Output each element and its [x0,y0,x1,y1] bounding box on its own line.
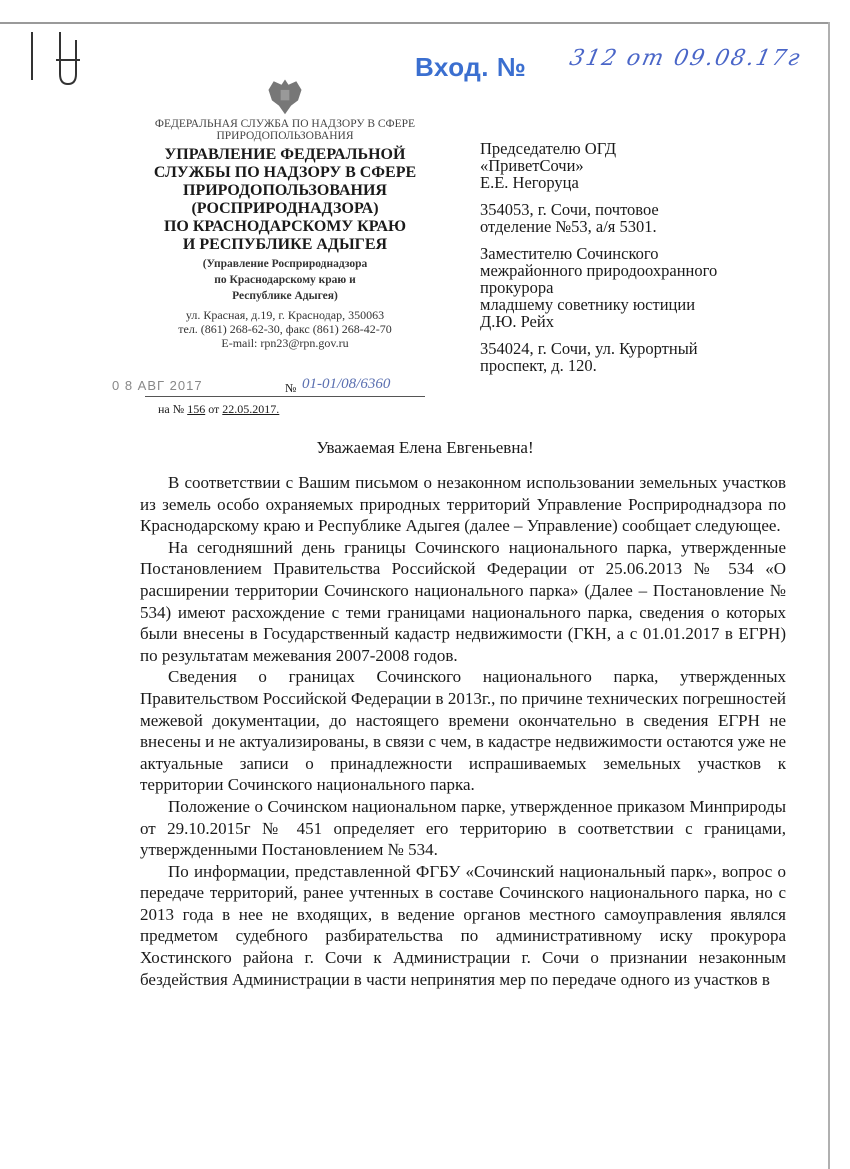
recipient-line: 354024, г. Сочи, ул. Курортный [480,339,698,358]
org-short-line: Республике Адыгея) [232,290,338,302]
paragraph: Сведения о границах Сочинского национального парка, утвержденных Правительством Российской Федерации в 2013г., по причине технических погрешностей межевой документации, до настоящего времени окончательно в сведения ЕГРН не внесены и не актуализированы, в связи с чем, в кадастре недвижимости остаются уже не актуальные записи о принадлежности испрашиваемых земельных участков к территории Сочинского национального парка. [140,667,786,795]
org-name [130,146,440,254]
salutation: Уважаемая Елена Евгеньевна! [316,438,534,457]
scan-edge [828,22,830,1169]
recipient-line: 354053, г. Сочи, почтовое [480,200,659,219]
sender-letterhead [130,76,440,350]
coat-of-arms-icon [263,76,307,116]
sender-address: ул. Красная, д.19, г. Краснодар, 350063 [185,308,385,322]
agency-name: ФЕДЕРАЛЬНАЯ СЛУЖБА ПО НАДЗОРУ В СФЕРЕ ПРИРОДОПОЛЬЗОВАНИЯ [154,118,416,142]
registration-number: 01-01/08/6360 [302,376,391,392]
org-line: И РЕСПУБЛИКЕ АДЫГЕЯ [182,236,388,253]
org-line: УПРАВЛЕНИЕ ФЕДЕРАЛЬНОЙ [164,146,406,163]
incoming-stamp: Вход. № [415,52,527,82]
recipient-line: отделение №53, а/я 5301. [480,217,657,236]
org-line: ПО КРАСНОДАРСКОМУ КРАЮ [163,218,407,235]
recipient-line: Заместителю Сочинского [480,244,659,263]
reply-number: 156 [187,402,206,416]
letter-body [140,472,786,990]
reply-from: от [208,402,220,416]
recipient-line: межрайонного природоохранного [480,261,718,280]
registration-date-stamp: 0 8 АВГ 2017 [112,378,203,393]
registration-number-label: № [285,381,297,395]
sender-phone: тел. (861) 268-62-30, факс (861) 268-42-70 [178,322,392,336]
recipient-line: «ПриветСочи» [480,156,584,175]
org-short-name [130,256,440,304]
org-line: (РОСПРИРОДНАДЗОРА) [191,200,379,217]
recipient-line: прокурора [480,278,554,297]
org-line: СЛУЖБЫ ПО НАДЗОРУ В СФЕРЕ [153,164,417,181]
sender-contacts [130,308,440,350]
incoming-handwritten-number: 312 от 09.08.17г [567,46,804,71]
paragraph: На сегодняшний день границы Сочинского национального парка, утвержденные Постановлением Правительства Российской Федерации от 25.06.2013 № 534 «О расширении территории Сочинского национального парка» (Далее – Постановление № 534) имеют расхождение с теми границами национального парка, сведения о которых были внесены в Государственный кадастр недвижимости (ГКН, а с 01.01.2017 в ЕГРН) по результатам межевания 2007-2008 годов. [140,537,786,665]
recipient-line: проспект, д. 120. [480,356,597,375]
paragraph: Положение о Сочинском национальном парке, утвержденное приказом Минприроды от 29.10.2015г № 451 определяет его территорию в соответствии с границами, утвержденными Постановлением № 534. [140,796,786,860]
recipient-line: Председателю ОГД [480,139,617,158]
org-line: ПРИРОДОПОЛЬЗОВАНИЯ [183,182,387,199]
sender-email: E-mail: rpn23@rpn.gov.ru [221,336,349,350]
recipients-block [480,140,810,374]
recipient-line: Е.Е. Негоруца [480,173,579,192]
reply-reference [158,402,279,417]
org-short-line: (Управление Росприроднадзора [202,258,368,270]
reply-prefix: на № [158,402,185,416]
paragraph: По информации, представленной ФГБУ «Сочинский национальный парк», вопрос о передаче территорий, ранее учтенных в составе Сочинского национального парка, но с 2013 года в нее не входящих, в ведение органов местного самоуправления являлся предметом судебного разбирательства по административному иску прокурора Хостинского района г. Сочи к Администрации г. Сочи о признании незаконным бездействия Администрации в части непринятия мер по передаче одного из участков в [140,861,786,989]
paragraph: В соответствии с Вашим письмом о незаконном использовании земельных участков из земель особо охраняемых природных территорий Управление Росприроднадзора по Краснодарскому краю и Республике Адыгея (далее – Управление) сообщает следующее. [140,473,786,536]
scan-edge [0,22,830,24]
recipient-line: Д.Ю. Рейх [480,312,554,331]
org-short-line: по Краснодарскому краю и [214,274,356,286]
reply-date: 22.05.2017. [222,402,280,416]
recipient-line: младшему советнику юстиции [480,295,696,314]
paper-clip-icon [28,30,88,90]
